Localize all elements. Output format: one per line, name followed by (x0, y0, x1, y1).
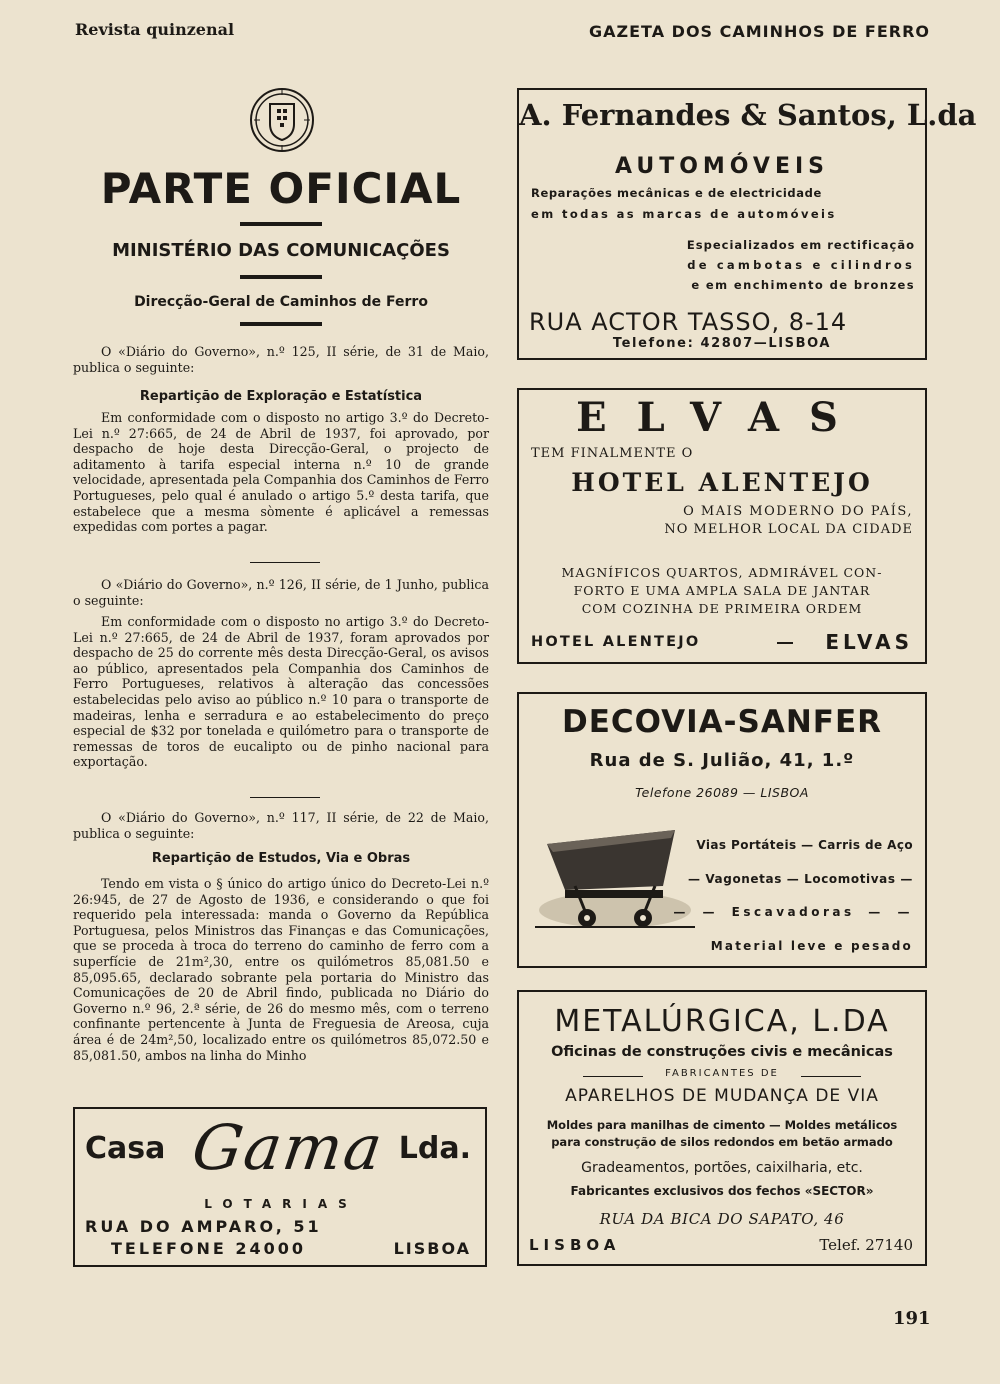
ad-elvas-desc2: NO MELHOR LOCAL DA CIDADE (664, 522, 913, 537)
ad-elvas-rooms3: COM COZINHA DE PRIMEIRA ORDEM (581, 601, 863, 616)
ad-gama-casa: Casa (85, 1131, 166, 1166)
intro-paragraph-1: O «Diário do Governo», n.º 125, II série, de 31 de Maio, publica o seguinte: (73, 344, 489, 375)
ad-metalurgica-moldes1: Moldes para manilhas de cimento — Moldes metálicos (546, 1118, 898, 1132)
ad-gama-address: RUA DO AMPARO, 51 (85, 1217, 322, 1236)
ad-gama-phone: TELEFONE 24000 (111, 1239, 307, 1258)
ad-fernandes-name: A. Fernandes & Santos, L.da (519, 98, 977, 132)
ad-elvas-dash (777, 642, 793, 644)
ad-decovia-item2: — Vagonetas — Locomotivas — (687, 872, 913, 886)
ad-elvas-footer-hotel: HOTEL ALENTEJO (531, 634, 701, 650)
page-number: 191 (893, 1308, 931, 1329)
ad-fernandes-spec2: de cambotas e cilindros (687, 258, 915, 272)
ad-fernandes-spec3: e em enchimento de bronzes (691, 278, 915, 292)
ad-elvas-footer-town: ELVAS (825, 630, 913, 654)
ad-fernandes-line2: em todas as marcas de automóveis (531, 207, 837, 221)
ad-metalurgica-moldes2: para construção de silos redondos em betão armado (551, 1135, 893, 1149)
ad-fernandes-phone: Telefone: 42807—LISBOA (612, 336, 832, 351)
ad-decovia-item4: Material leve e pesado (710, 939, 913, 953)
separator-rule (250, 562, 320, 563)
directorate-heading: Direcção-Geral de Caminhos de Ferro (134, 294, 428, 310)
ad-elvas-rooms2: FORTO E UMA AMPLA SALA DE JANTAR (573, 583, 871, 598)
ad-fernandes-address: RUA ACTOR TASSO, 8-14 (529, 308, 848, 336)
ad-metalurgica-subtitle: Oficinas de construções civis e mecânicas (551, 1044, 893, 1060)
ad-decovia-address: Rua de S. Julião, 41, 1.º (589, 750, 855, 771)
separator-rule (250, 797, 320, 798)
ad-decovia-item1: Vias Portáteis — Carris de Aço (696, 838, 913, 852)
ad-elvas-desc1: O MAIS MODERNO DO PAÍS, (683, 504, 913, 519)
body-paragraph-2: Em conformidade com o disposto no artigo 3.º do Decreto-Lei n.º 27:665, de 24 de Abril de 1937, foram aprovados por despacho de 25 do corrente mês desta Direcção-Geral, os avisos ao público, apresentados pela Companhia dos Caminhos de Ferro Portugueses, relativos à alteração das concessões estabelecidas pelo aviso ao público n.º 10 para o transporte de madeiras, lenha e serradura e ao estabelecimento do preço especial de $32 por tonelada e quilómetro para o transporte de remessas de toros de eucalipto ou de pinho nacional para exportação. (73, 614, 489, 770)
ad-fernandes-spec1: Especializados em rectificação (686, 238, 915, 252)
ad-metalurgica-address: RUA DA BICA DO SAPATO, 46 (599, 1210, 845, 1228)
ad-gama-brand: Gama (187, 1111, 389, 1184)
ad-gama-city: LISBOA (393, 1239, 471, 1258)
body-paragraph-1: Em conformidade com o disposto no artigo 3.º do Decreto-Lei n.º 27:665, de 24 de Abril de 1937, foi aprovado, por despacho de hoje desta Direcção-Geral, o projecto de aditamento à tarifa especial interna n.º 10 de grande velocidade, apresentada pela Companhia dos Caminhos de Ferro Portugueses, pelo qual é anulado o artigo 5.º desta tarifa, que estabelece que a mesma sòmente é aplicável a remessas expedidas com portes a pagar. (73, 410, 489, 535)
running-head-right: GAZETA DOS CAMINHOS DE FERRO (588, 22, 930, 41)
page-title: PARTE OFICIAL (100, 164, 462, 213)
ad-metalurgica-fechos: Fabricantes exclusivos dos fechos «SECTOR» (570, 1184, 874, 1198)
ad-metalurgica-name: METALÚRGICA, L.DA (554, 1004, 890, 1039)
ad-hotel-alentejo (517, 388, 927, 664)
ad-decovia-item3: — — Escavadoras — — (673, 905, 913, 919)
intro-paragraph-2: O «Diário do Governo», n.º 126, II série, de 1 Junho, publica o seguinte: (73, 577, 489, 608)
ad-elvas-hotel: HOTEL ALENTEJO (571, 468, 873, 497)
ad-elvas-tem: TEM FINALMENTE O (531, 446, 694, 461)
ad-metalurgica-product: APARELHOS DE MUDANÇA DE VIA (565, 1086, 879, 1106)
ad-metalurgica-city: LISBOA (529, 1236, 621, 1254)
ad-casa-gama (73, 1107, 487, 1267)
ad-fernandes-category: AUTOMÓVEIS (614, 154, 829, 179)
ad-decovia-sanfer (517, 692, 927, 968)
coat-of-arms-icon (248, 86, 316, 154)
ad-decovia-phone: Telefone 26089 — LISBOA (635, 785, 809, 800)
ad-gama-lotarias: LOTARIAS (204, 1197, 358, 1211)
tipping-wagon-icon (535, 824, 695, 934)
ad-decovia-name: DECOVIA-SANFER (561, 704, 883, 740)
ad-metalurgica-phone: Telef. 27140 (819, 1236, 913, 1254)
ad-gama-lda: Lda. (398, 1131, 471, 1166)
ministry-rule (240, 275, 322, 279)
ad-metalurgica-fabricantes: FABRICANTES DE (665, 1068, 779, 1079)
fabricantes-right-rule (801, 1076, 861, 1077)
ad-elvas-rooms1: MAGNÍFICOS QUARTOS, ADMIRÁVEL CON- (561, 565, 883, 580)
section-heading-exploracao: Repartição de Exploração e Estatística (139, 389, 423, 404)
ministry-heading: MINISTÉRIO DAS COMUNICAÇÕES (112, 240, 450, 261)
ad-fernandes-line1: Reparações mecânicas e de electricidade (531, 186, 822, 200)
title-rule (240, 222, 322, 226)
ad-metalurgica (517, 990, 927, 1266)
running-head-left: Revista quinzenal (75, 20, 235, 39)
ad-elvas-town: ELVAS (576, 394, 868, 441)
ad-fernandes-santos (517, 88, 977, 360)
directorate-rule (240, 322, 322, 326)
intro-paragraph-3: O «Diário do Governo», n.º 117, II série, de 22 de Maio, publica o seguinte: (73, 810, 489, 841)
body-paragraph-3: Tendo em vista o § único do artigo único do Decreto-Lei n.º 26:945, de 27 de Agosto de 1936, e considerando o que foi requerido pela interessada: manda o Governo da República Portuguesa, pelos Ministros das Finanças e das Comunicações, que se proceda à troca do terreno do caminho de ferro com a superfície de 21m²,30, entre os quilómetros 85,081.50 e 85,095.65, declarado sobrante pela portaria do Ministro das Comunicações de 20 de Abril findo, publicada no Diário do Governo n.º 96, 2.ª série, de 26 do mesmo mês, com o terreno confinante pertencente à Junta de Freguesia de Areosa, cuja área é de 24m²,50, localizado entre os quilómetros 85,072.50 e 85,081.50, ambos na linha do Minho (73, 876, 489, 1063)
ad-metalurgica-gradeamentos: Gradeamentos, portões, caixilharia, etc. (581, 1160, 863, 1176)
section-heading-estudos: Repartição de Estudos, Via e Obras (151, 851, 411, 866)
